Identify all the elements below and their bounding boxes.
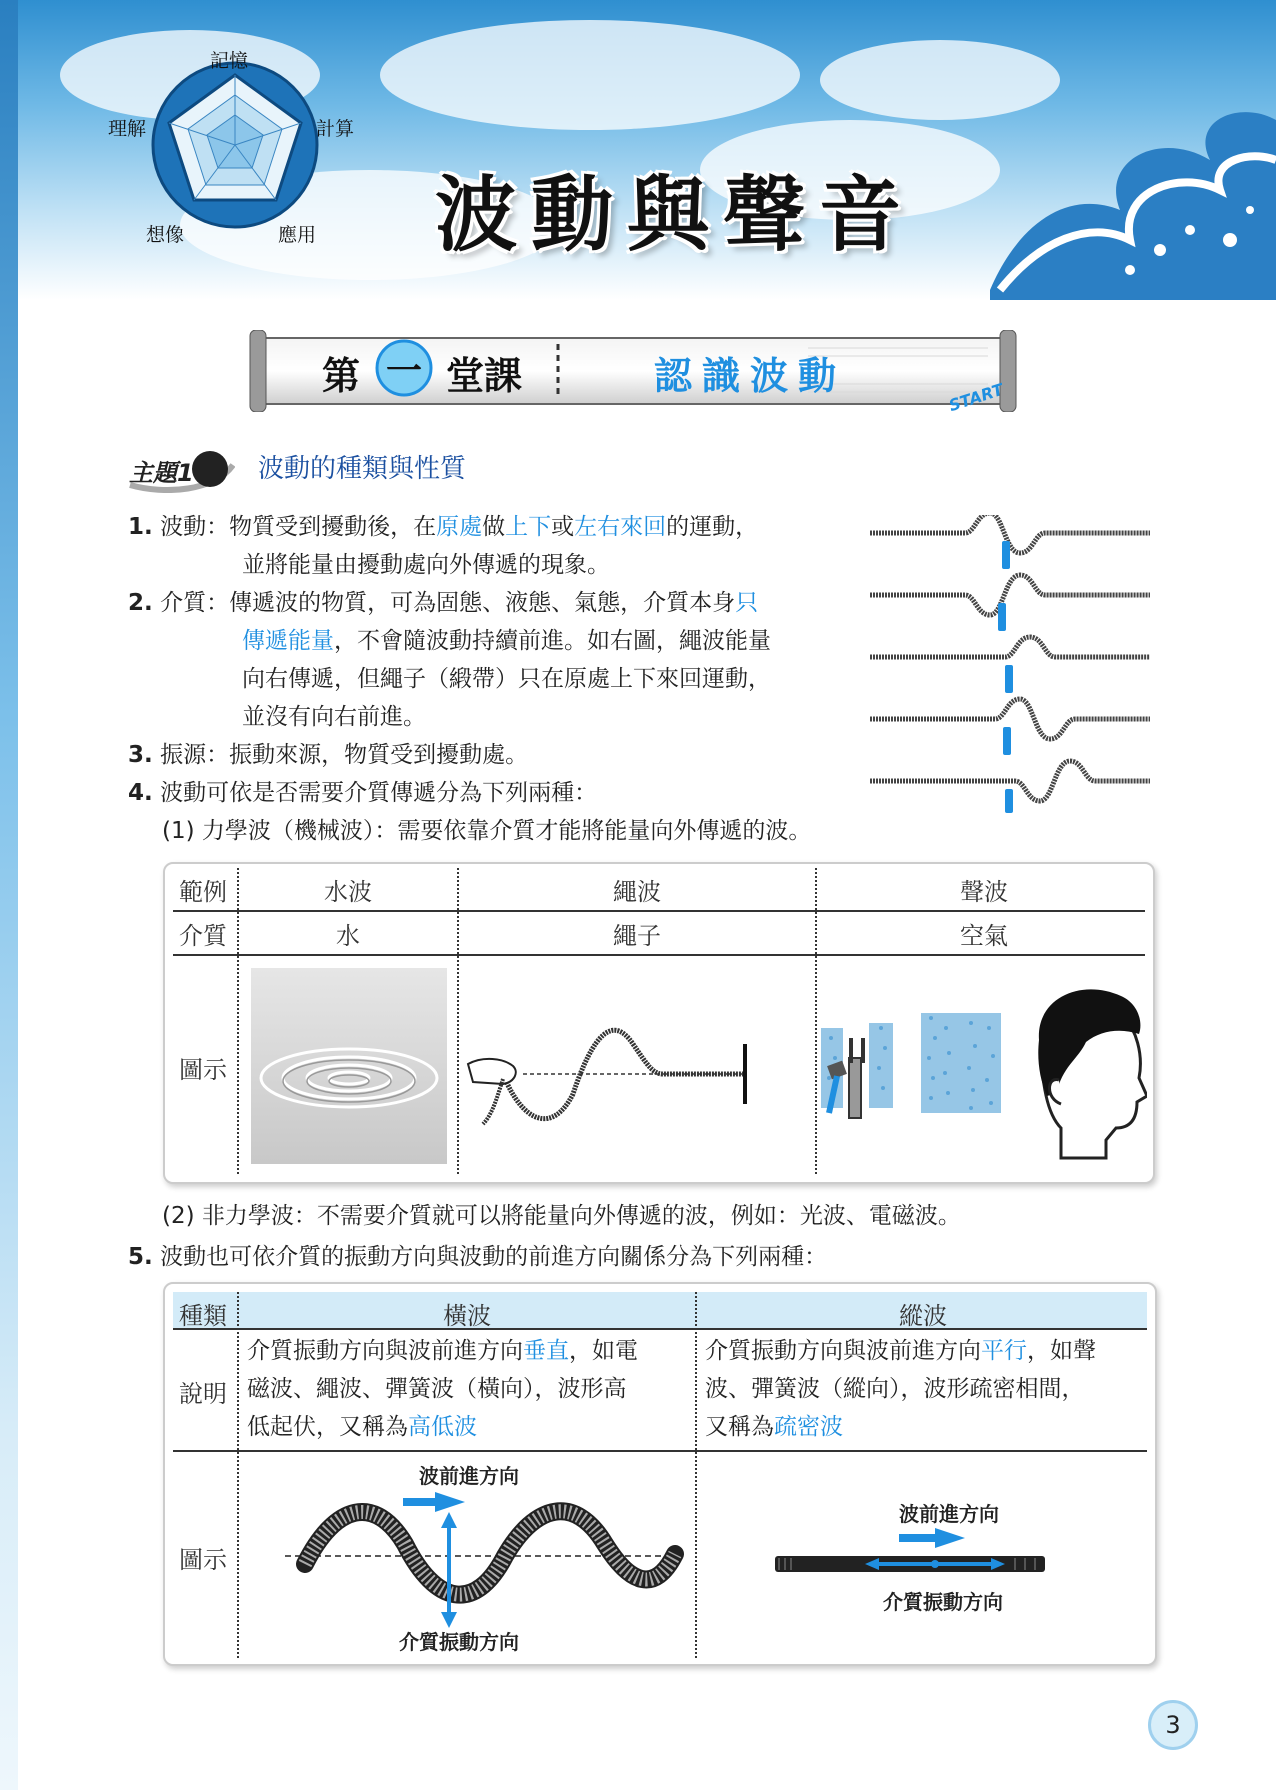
row-header-desc: 說明 — [179, 1380, 227, 1408]
col-longitudinal: 縱波 — [899, 1302, 947, 1330]
rope-wave-image — [463, 974, 808, 1164]
point-2-line4: 並沒有向右前進。 — [242, 704, 426, 730]
topic-title: 波動的種類與性質 — [258, 454, 467, 484]
point-4: 4. 波動可依是否需要介質傳遞分為下列兩種： — [128, 780, 598, 806]
lesson-suffix: 堂課 — [446, 354, 523, 398]
rope-ribbon-illustration — [865, 515, 1155, 815]
row-header-figure-2: 圖示 — [179, 1546, 227, 1574]
medium-rope: 繩子 — [613, 922, 661, 950]
example-rope-wave: 繩波 — [613, 878, 661, 906]
longitudinal-vibration-label: 介質振動方向 — [883, 1590, 1003, 1614]
wave-splash-illustration — [980, 100, 1276, 300]
sound-wave-image — [821, 968, 1147, 1168]
row-header-figure: 圖示 — [179, 1056, 227, 1084]
banner-scroll-graphic — [248, 330, 1018, 412]
transverse-spring-image — [275, 1484, 695, 1629]
point-1: 1. 波動：物質受到擾動後，在原處做上下或左右來回的運動， — [128, 514, 759, 540]
radar-label-apply: 應用 — [278, 224, 317, 246]
transverse-forward-label: 波前進方向 — [419, 1464, 519, 1488]
header-banner — [0, 0, 1276, 300]
example-sound-wave: 聲波 — [960, 878, 1008, 906]
row-header-medium: 介質 — [179, 922, 227, 950]
water-ripple-image — [251, 968, 447, 1164]
transverse-desc-line1: 介質振動方向與波前進方向垂直，如電 — [247, 1338, 638, 1364]
radar-label-understand: 理解 — [108, 118, 147, 140]
point-4-2: (2) 非力學波：不需要介質就可以將能量向外傳遞的波，例如：光波、電磁波。 — [162, 1203, 961, 1229]
skill-radar-icon — [150, 60, 320, 230]
page-title: 波動與聲音 — [435, 168, 916, 263]
transverse-desc-line2: 磁波、繩波、彈簧波（橫向），波形高 — [247, 1376, 627, 1402]
longitudinal-desc-line2: 波、彈簧波（縱向），波形疏密相間， — [705, 1376, 1085, 1402]
point-3: 3. 振源：振動來源，物質受到擾動處。 — [128, 742, 529, 768]
left-edge-strip — [0, 0, 18, 1790]
medium-air: 空氣 — [960, 922, 1008, 950]
wave-type-table — [163, 1282, 1157, 1666]
example-water-wave: 水波 — [324, 878, 372, 906]
page-number: 3 — [1148, 1700, 1198, 1750]
row-header-example: 範例 — [179, 878, 227, 906]
longitudinal-desc-line3: 又稱為疏密波 — [705, 1414, 843, 1440]
lesson-banner — [248, 330, 1018, 416]
point-4-1: (1) 力學波（機械波）：需要依靠介質才能將能量向外傳遞的波。 — [162, 818, 812, 844]
point-2-line3: 向右傳遞，但繩子（緞帶）只在原處上下來回運動， — [242, 666, 771, 692]
radar-label-imagine: 想像 — [146, 224, 185, 246]
medium-water: 水 — [336, 922, 360, 950]
lesson-number: 一 — [386, 351, 423, 392]
point-1-line2: 並將能量由擾動處向外傳遞的現象。 — [242, 552, 610, 578]
transverse-desc-line3: 低起伏，又稱為高低波 — [247, 1414, 477, 1440]
start-tag: START — [946, 379, 1006, 416]
lesson-title: 認識波動 — [654, 354, 847, 398]
longitudinal-desc-line1: 介質振動方向與波前進方向平行，如聲 — [705, 1338, 1096, 1364]
transverse-vibration-label: 介質振動方向 — [399, 1630, 519, 1654]
longitudinal-forward-label: 波前進方向 — [899, 1502, 999, 1526]
point-2: 2. 介質：傳遞波的物質，可為固態、液態、氣態，介質本身只 — [128, 590, 759, 616]
point-5: 5. 波動也可依介質的振動方向與波動的前進方向關係分為下列兩種： — [128, 1244, 828, 1270]
topic-badge-text: 主題1 — [129, 459, 194, 487]
lesson-prefix: 第 — [322, 354, 361, 398]
row-header-type: 種類 — [179, 1302, 227, 1330]
point-2-line2: 傳遞能量，不會隨波動持續前進。如右圖，繩波能量 — [242, 628, 771, 654]
col-transverse: 橫波 — [443, 1302, 491, 1330]
radar-label-calc: 計算 — [316, 118, 355, 140]
longitudinal-spring-image — [775, 1524, 1045, 1584]
radar-label-memory: 記憶 — [210, 50, 249, 72]
topic-badge — [125, 445, 235, 493]
mechanical-wave-table — [163, 862, 1155, 1184]
